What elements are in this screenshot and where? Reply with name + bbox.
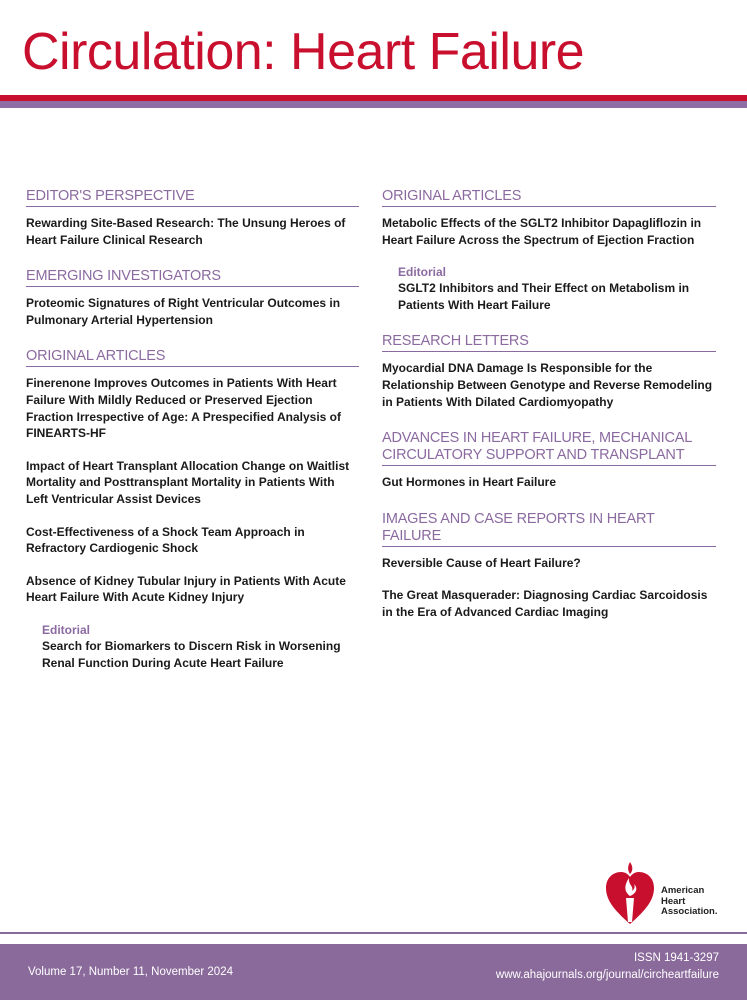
section-heading: EDITOR'S PERSPECTIVE [26,188,359,207]
section-original-articles [26,348,359,671]
section-advances [382,430,716,491]
footer-rule [0,932,747,934]
section-editors-perspective [26,188,359,248]
footer-band [0,944,747,1000]
logo-line: Association. [661,906,718,917]
left-column [26,188,359,691]
editorial-title[interactable]: Search for Biomarkers to Discern Risk in Worsening Renal Function During Acute Heart Failure [42,638,341,670]
section-emerging-investigators [26,268,359,328]
article-title[interactable]: Myocardial DNA Damage Is Responsible for the Relationship Between Genotype and Reverse Remodeling in Patients With Dilated Cardiomyopathy [382,361,713,409]
journal-info [496,950,719,984]
logo-wordmark [661,886,718,918]
section-heading: ORIGINAL ARTICLES [382,188,716,207]
section-research-letters [382,333,716,410]
article-title[interactable]: The Great Masquerader: Diagnosing Cardiac Sarcoidosis in the Era of Advanced Cardiac Imaging [382,588,708,619]
section-original-articles [382,188,716,313]
article-title[interactable]: Absence of Kidney Tubular Injury in Patients With Acute Heart Failure With Acute Kidney Injury [26,573,346,605]
logo-line: American [661,885,705,896]
journal-url[interactable]: www.ahajournals.org/journal/circheartfailure [495,969,719,981]
section-heading: IMAGES AND CASE REPORTS IN HEART FAILURE [382,511,716,547]
issn: ISSN 1941-3297 [633,952,719,964]
section-images-case-reports [382,511,716,621]
editorial-block [398,264,716,313]
editorial-title[interactable]: SGLT2 Inhibitors and Their Effect on Metabolism in Patients With Heart Failure [398,281,690,312]
article-title[interactable]: Proteomic Signatures of Right Ventricular Outcomes in Pulmonary Arterial Hypertension [26,296,341,327]
editorial-label: Editorial [398,265,447,280]
journal-title: Circulation: Heart Failure [22,23,585,81]
editorial-block [42,622,359,671]
aha-logo [604,858,724,926]
article-title[interactable]: Gut Hormones in Heart Failure [382,475,557,490]
issue-info: Volume 17, Number 11, November 2024 [28,966,233,978]
section-heading: ORIGINAL ARTICLES [26,348,359,367]
article-title[interactable]: Finerenone Improves Outcomes in Patients With Heart Failure With Mildly Reduced or Preserved Ejection Fraction Irrespective of Age: A Prespecified Analysis of FINEARTS-HF [26,376,341,441]
masthead [0,0,747,95]
section-heading: ADVANCES IN HEART FAILURE, MECHANICAL CIRCULATORY SUPPORT AND TRANSPLANT [382,430,716,466]
masthead-purple-rule [0,101,747,108]
section-heading: RESEARCH LETTERS [382,333,716,352]
article-title[interactable]: Rewarding Site-Based Research: The Unsung Heroes of Heart Failure Clinical Research [26,216,346,247]
section-heading: EMERGING INVESTIGATORS [26,268,359,287]
article-title[interactable]: Impact of Heart Transplant Allocation Change on Waitlist Mortality and Posttransplant Mortality in Patients With Left Ventricular Assist Devices [26,458,350,506]
article-title[interactable]: Metabolic Effects of the SGLT2 Inhibitor Dapagliflozin in Heart Failure Across the Spectrum of Ejection Fraction [382,216,702,247]
right-column [382,188,716,641]
editorial-label: Editorial [42,622,91,637]
heart-torch-icon [604,858,656,926]
article-title[interactable]: Cost-Effectiveness of a Shock Team Approach in Refractory Cardiogenic Shock [26,524,305,556]
logo-line: Heart [661,895,686,907]
article-title[interactable]: Reversible Cause of Heart Failure? [382,555,581,570]
